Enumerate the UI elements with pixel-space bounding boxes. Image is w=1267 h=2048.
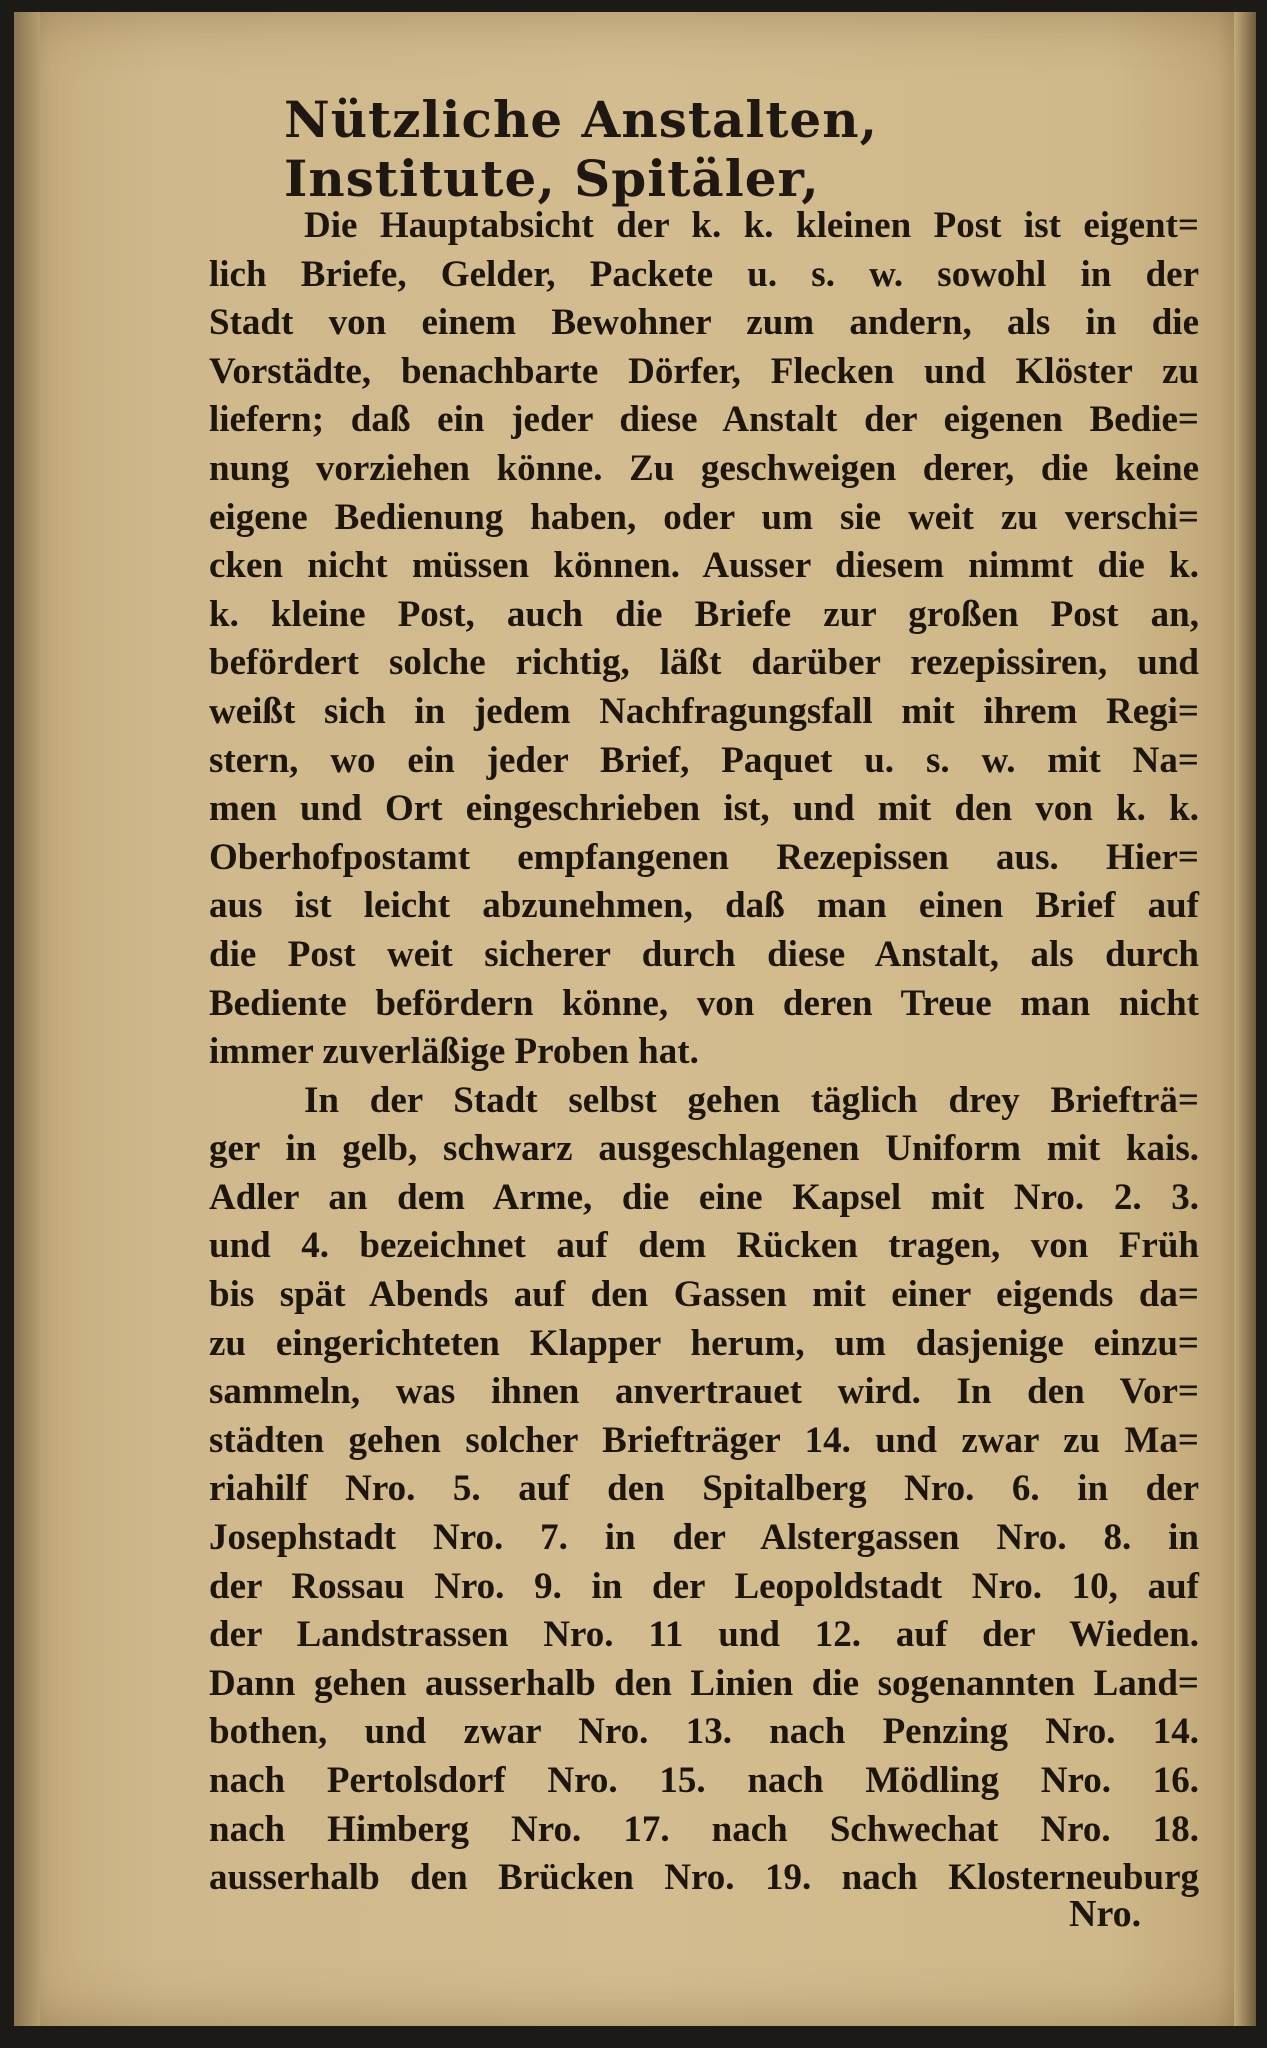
text-line: Stadt von einem Bewohner zum andern, als in die bbox=[209, 302, 1199, 344]
text-line: zu eingerichteten Klapper herum, um dasjenige einzu= bbox=[209, 1322, 1199, 1364]
text-line: und 4. bezeichnet auf dem Rücken tragen, von Früh bbox=[209, 1225, 1199, 1267]
text-line: Josephstadt Nro. 7. in der Alstergassen Nro. 8. in bbox=[209, 1517, 1199, 1559]
text-line: sammeln, was ihnen anvertrauet wird. In den Vor= bbox=[209, 1371, 1199, 1413]
text-line: aus ist leicht abzunehmen, daß man einen Brief auf bbox=[209, 885, 1199, 927]
text-line: Die Hauptabsicht der k. k. kleinen Post ist eigent= bbox=[304, 205, 1199, 246]
text-line: stern, wo ein jeder Brief, Paquet u. s. w. mit Na= bbox=[209, 739, 1199, 781]
text-line: lich Briefe, Gelder, Packete u. s. w. sowohl in der bbox=[209, 253, 1199, 295]
text-line: weißt sich in jedem Nachfragungsfall mit ihrem Regi= bbox=[209, 690, 1199, 732]
text-line: nung vorziehen könne. Zu geschweigen derer, die keine bbox=[209, 447, 1199, 489]
text-line: cken nicht müssen können. Ausser diesem nimmt die k. bbox=[209, 545, 1199, 587]
text-line: Oberhofpostamt empfangenen Rezepissen aus. Hier= bbox=[209, 836, 1199, 878]
running-header: Nützliche Anstalten, Institute, Spitäler, bbox=[284, 90, 878, 208]
text-line: städten gehen solcher Briefträger 14. und zwar zu Ma= bbox=[209, 1419, 1199, 1461]
text-line: riahilf Nro. 5. auf den Spitalberg Nro. 6. in der bbox=[209, 1468, 1199, 1510]
text-line: In der Stadt selbst gehen täglich drey Briefträ= bbox=[304, 1079, 1199, 1121]
text-line: immer zuverläßige Proben hat. bbox=[209, 1031, 699, 1073]
text-line: Vorstädte, benachbarte Dörfer, Flecken und Klöster zu bbox=[209, 350, 1199, 392]
paragraph bbox=[209, 1077, 1199, 1903]
text-line: Adler an dem Arme, die eine Kapsel mit Nro. 2. 3. bbox=[209, 1176, 1199, 1218]
text-line: Bediente befördern könne, von deren Treue man nicht bbox=[209, 982, 1199, 1024]
text-line: befördert solche richtig, läßt darüber rezepissiren, und bbox=[209, 642, 1199, 684]
text-line: k. kleine Post, auch die Briefe zur großen Post an, bbox=[209, 593, 1199, 635]
page-left-edge bbox=[14, 12, 40, 2026]
text-line: bothen, und zwar Nro. 13. nach Penzing Nro. 14. bbox=[209, 1711, 1199, 1753]
text-line: nach Pertolsdorf Nro. 15. nach Mödling Nro. 16. bbox=[209, 1760, 1199, 1801]
text-line: bis spät Abends auf den Gassen mit einer eigends da= bbox=[209, 1274, 1199, 1316]
text-line: die Post weit sicherer durch diese Anstalt, als durch bbox=[209, 933, 1199, 975]
body-text bbox=[209, 202, 1199, 1903]
text-line: nach Himberg Nro. 17. nach Schwechat Nro. 18. bbox=[209, 1808, 1199, 1850]
text-line: ausserhalb den Brücken Nro. 19. nach Klosterneuburg bbox=[209, 1857, 1199, 1899]
text-line: ger in gelb, schwarz ausgeschlagenen Uniform mit kais. bbox=[209, 1128, 1199, 1170]
book-page bbox=[14, 12, 1256, 2026]
text-line: Dann gehen ausserhalb den Linien die sogenannten Land= bbox=[209, 1662, 1199, 1704]
text-line: eigene Bedienung haben, oder um sie weit zu verschi= bbox=[209, 496, 1199, 538]
text-line: der Landstrassen Nro. 11 und 12. auf der Wieden. bbox=[209, 1614, 1199, 1656]
catchword: Nro. bbox=[1069, 1893, 1142, 1935]
text-line: men und Ort eingeschrieben ist, und mit den von k. k. bbox=[209, 788, 1199, 830]
text-line: liefern; daß ein jeder diese Anstalt der eigenen Bedie= bbox=[209, 399, 1199, 441]
paragraph bbox=[209, 202, 1199, 1077]
page-right-edge bbox=[1234, 12, 1256, 2026]
text-line: der Rossau Nro. 9. in der Leopoldstadt Nro. 10, auf bbox=[209, 1565, 1199, 1607]
